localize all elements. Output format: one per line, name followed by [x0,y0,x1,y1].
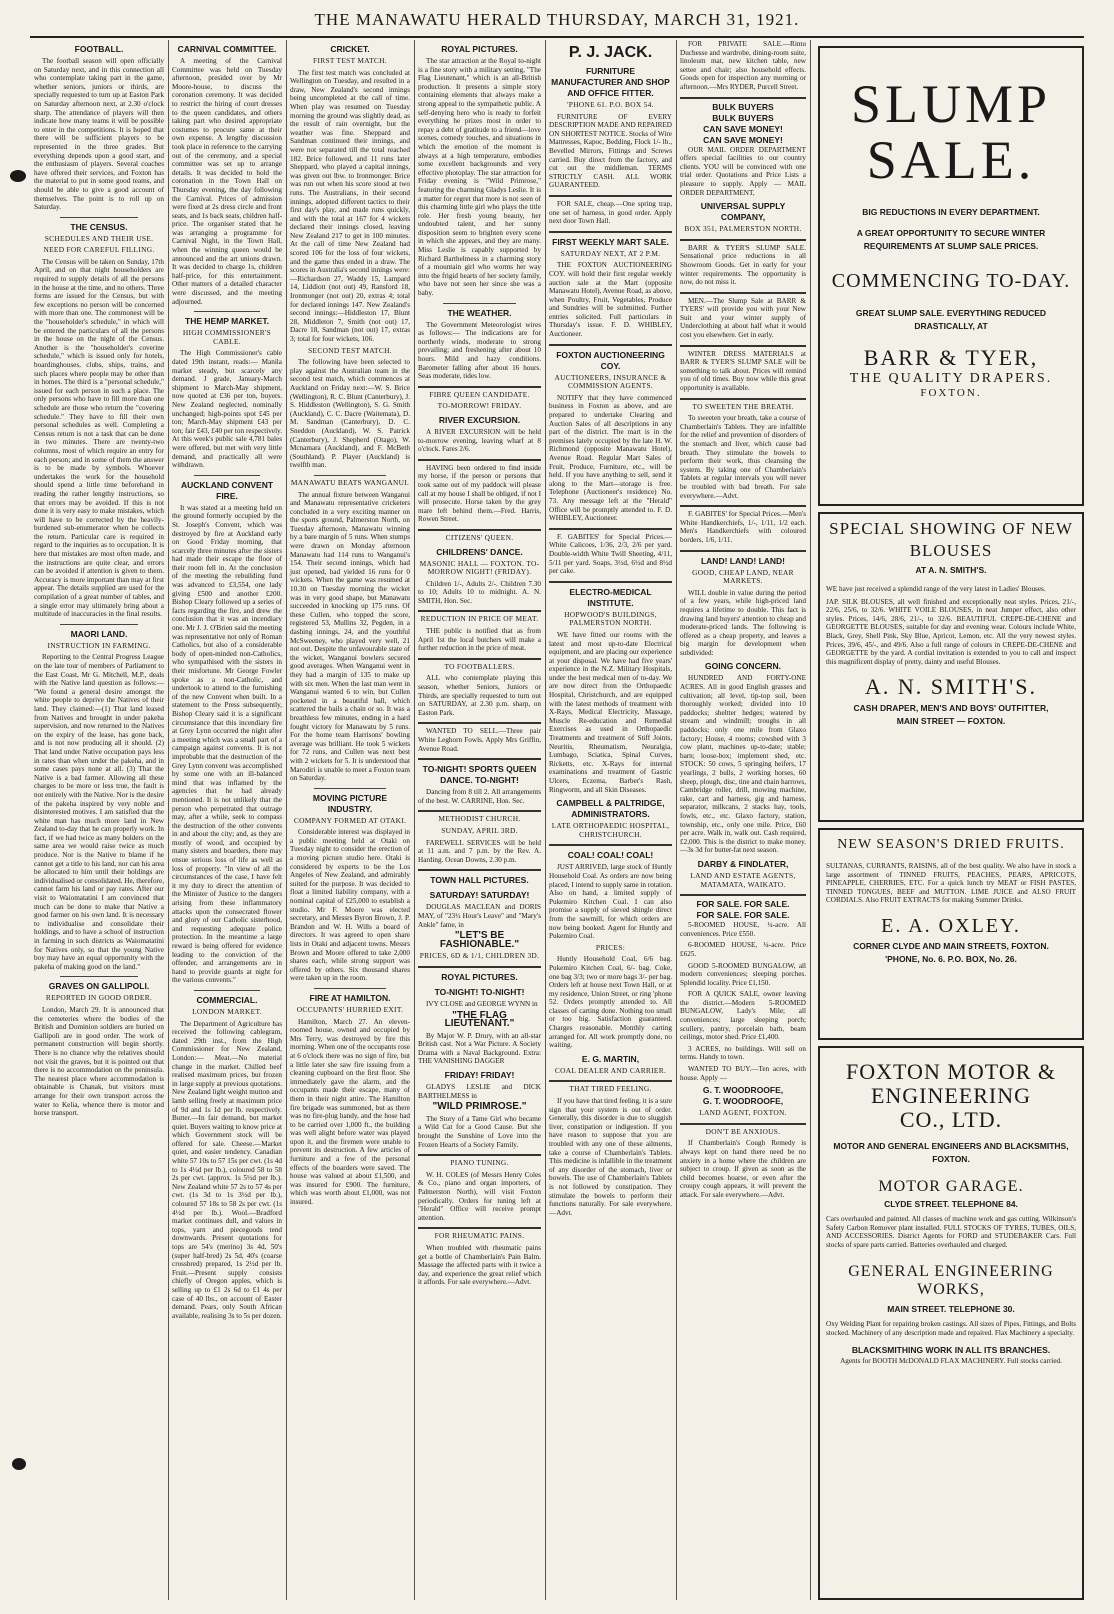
martin-sub: COAL DEALER AND CARRIER. [554,1065,667,1075]
pj-jack-ad: FURNITURE OF EVERY DESCRIPTION MADE AND REPAIRED ON SHORTEST NOTICE. Stocks of Wire Mattresses, Kapoc, Bedding, Flock 1/- lb., Bevelled Mirrors, Fittings and Screws carried. Buy direct from the factory, and cut out the middleman. TERMS STRICTLY CASH. ALL WORK GUARANTEED. [549,112,672,190]
column-2 [168,40,286,1600]
for-sale-line-1: FOR SALE. FOR SALE. [696,899,790,910]
town-hall-film-title: "LET'S BE FASHIONABLE." [439,930,520,950]
town-hall-heading: TOWN HALL PICTURES. [430,875,529,886]
pj-jack-phone: 'PHONE 61. P.O. BOX 54. [567,100,654,109]
coal-prices: Huntly Household Coal, 6/6 bag. Pukemiro Kitchen Coal, 6/- bag. Coke, one bag 3/3; two or more bags 3/- per bag. Orders left at house next Town Hall, or at my residence, Union Street, or ring 'phone 52. Orders promptly attended to. All classes of carting done. Nothing too small or too big. Satisfaction guaranteed. Charges reasonable. Monthly carting arranged for. All work promptly done, no waiting. [549,955,672,1050]
sweeten-ad: To sweeten your breath, take a course of Chamberlain's Tablets. They are infallible for the relief and prevention of disorders of the stomach and liver, which cause bad breath. They stimulate the bowels to perform their work, thus cleansing the system. By taking one of Chamberlain's Tablets at regular intervals you will never be troubled with bad breath. For sale everywhere.—Advt. [680,414,806,500]
universal-supply-heading: UNIVERSAL SUPPLY COMPANY, [700,201,786,223]
friday-cast: GLADYS LESLIE and DICK BARTHELMESS in [418,1083,541,1100]
commencing-today: COMMENCING TO-DAY. [831,270,1071,292]
blouses-ad [818,512,1084,822]
mart-sale-date: SATURDAY NEXT, AT 2 P.M. [560,248,661,258]
column-1 [30,40,168,1600]
oxley-phone: 'PHONE, No. 6. P.O. BOX, No. 26. [885,953,1017,964]
methodist-heading: METHODIST CHURCH. [438,814,521,824]
tired-ad: If you have that tired feeling, it is a sure sign that your system is out of order. Generally, this disorder is due to sluggish liver, constipation or indigestion. If you have reason to suppose that you are troubled with any one of these ailments, take a course of Chamberlain's Tablets. This medicine is infallible in the treatment of any disorder of the stomach, liver or bowels. The use of Chamberlain's Tablets is not followed by constipation. They stimulate the bowels to perform their functions naturally. For sale everywhere.—Advt. [549,1097,672,1217]
gallipoli-article: London, March 29. It is announced that the cemeteries where the bodies of the British and Dominion soldiers are buried on Gallipoli are in good order. The work of permanent construction will begin shortly. There is no chance why the relatives should not visit the graves, but it is pointed out that there is no accommodation on the peninsula. The nearest place where accommodation is obtainable is Chanak, but visitors must arrange for their own transport across the water to Kelia, whence there is motor and horse transport. [34,1005,164,1118]
save-money-2: CAN SAVE MONEY! [703,134,783,145]
dried-fruits-ad [818,828,1084,1040]
town-hall-prices: PRICES, 6D & 1/1, CHILDREN 3D. [419,951,540,961]
rheumatic-heading: FOR RHEUMATIC PAINS. [434,1231,525,1241]
foxton-motor-ad [818,1046,1084,1600]
methodist-date: SUNDAY, APRIL 3RD. [441,825,518,835]
sale-word: SALE. [866,130,1036,190]
oxley-address: CORNER CLYDE AND MAIN STREETS, FOXTON. [853,940,1049,951]
hemp-article: The High Commissioner's cable dated 19th instant, reads:— Manila market steady, but scarcely any demand. J grade, January-March shipment to March-May shipment, now quoted at £36 per ton, buyers. New Zealand neglected, nominally unchanged; high-points spot £45 per ton; March-May shipment £43 per ton; fair £43, £40 per ton respectively. At this week's public sale 4,781 bales were offered, but met with very little demand, and practically all were withdrawn. [172,349,282,470]
excursion-ad: A RIVER EXCURSION will be held to-morrow evening, leaving wharf at 8 o'clock. Fares 2/6. [418,427,541,454]
piano-ad: W. H. COLES (of Messrs Henry Coles & Co., piano and organ importers, of Palmerston North), will visit Foxton periodically. Orders for tuning left at "Herald" Office will receive prompt attention. [418,1170,541,1222]
carnival-article: A meeting of the Carnival Committee was held on Tuesday afternoon, presided over by Mr Moore-house, to discuss the coronation ceremony. It was decided to restrict the hiring of court dresses to the queen candidates, and others taking part who desired appropriate costumes to procure same at their own expense. A lengthy discussion took place in reference to the carrying out of the ceremony, and a special committee was set up to arrange details. It was decided to hold the coronation in the Town Hall on Thursday evening, the day following the Carnival. Prices of admission were fixed at 2s dress circle and front seats, and 1s back seats, children half-price. The organiser stated that he was arranging a programme for Carnival Night, in the Town Hall, when the winning queen would be announced and the art unions drawn. It was decided to charge 1s, children half-price, for this entertainment. Other matters of a detailed character were discussed, and the meeting adjourned. [172,57,282,306]
universal-supply-sub: BOX 351, PALMERSTON NORTH. [684,224,802,234]
foxton-auctioneering-sub: AUCTIONEERS, INSURANCE & COMMISSION AGENTS. [554,372,667,391]
foxton-motor-3: CO., LTD. [899,1107,1003,1132]
census-subheading: SCHEDULES AND THEIR USE. [44,233,154,243]
private-sale-ad: FOR PRIVATE SALE.—Rimu Duchesse and wardrobe, dining-room suite, linoleum mat, new kitchen table, new settee and chair; also household effects. Goods open for inspection any morning or afternoon.—Mrs RYDER, Purcell Street. [680,40,806,91]
electro-medical-sub: HOPWOOD'S BUILDINGS, PALMERSTON NORTH. [564,609,657,628]
piano-heading: PIANO TUNING. [450,1158,509,1168]
special-showing: SPECIAL SHOWING OF NEW BLOUSES [829,519,1073,560]
commercial-article: The Department of Agriculture has received the following cablegram, dated 29th inst., from the High Commissioner for New Zealand, London:— Meat.—No material change in the market. Chilled beef realised maximum prices, but frozen in large supply at previous quotations. New Zealand light weight mutton and lamb selling freely at maximum price of 9d and 1s 1d per lb. respectively. Butter.—In fair demand, but market quiet. Buyers waiting to know price at which Government stock will be offered for sale. Cheese.—Market quiet, and easier tendency. Canadian white 57 10s to 57 15s per cwt. (1s 4d to 1s 4½d per lb.), coloured 58 to 58 2s per cwt. (approx. 1s 5½d per lb.). New Zealand white 57 2s to 57 4s per cwt. (1s 3d to 1s 3½d per lb.), coloured 57 18s to 58 2s per cwt. (1s 4½d per lb.). Wool.—Bradford market continues dull, and values in tops, yarn and piecegoods tend downwards. Present quotations for tops are 54's (merino) 3s 4d, 50's (super half-bred) 2s 5d, 40's (coarse crossbred) prepared, 1s 2½d per lb. Fruit.—Present supply consists chiefly of Oregon apples, which is selling up to £1 2s 6d to £1 4s per case of 40 lbs., on account of Easter demand. Pears, only South African available, realising 3s to 5s per dozen. [172,1019,282,1320]
blouse-intro: WE have just received a splendid range of the very latest in Ladies' Blouses. [826,585,1046,593]
manawatu-article: The annual fixture between Wanganui and Manawatu representative cricketers concluded in a very exciting manner on the sports ground, Palmerston North, on Tuesday afternoon, Manawatu winning by a bare margin of 5 runs. When stumps were drawn on Monday afternoon Manawatu had 114 runs to Wanganui's 154. Their second innings, which had just opened, had yielded 16 runs for 0 wickets. When the game was resumed at 10.30 on Tuesday morning the wicket was in very good shape, but Manawatu succeeded in knocking up 175 runs. Of these Cullen, who topped the score, registered 53, Mullins 32, Pegden, in a dashing innings, 24, and the youthful McSweeney, who played very well, 21 not out. Despite the unfavourable state of the wicket, Wanganui bowlers secured good averages. When Wanganui went in they had a margin of 135 to make up with six men. When the last man went in Wanganui wanted 6 to win, but Cullen pocketed in a beautiful ball, which scattered the bails a chain or so. It was a breathless few minutes, ending in a hard fought victory for Manawatu by 5 runs. For the home team Harrisons' bowling average was brilliant. He took 5 wickets for 72 runs, and Cullen was next best with 2 wickets for 5. It is understood that Marodiri is unable to meet a Foxton team on Saturday. [290,490,410,783]
football-heading: FOOTBALL. [74,44,124,54]
works: WORKS, [917,1281,985,1299]
fibre-queen-line: TO-MORROW! FRIDAY. [437,401,522,411]
great-slump-sale: GREAT SLUMP SALE. EVERYTHING REDUCED DRASTICALLY, AT [855,308,1047,331]
meat-price-notice: THE public is notified that as from April 1st the local butchers will make a further reduction in the price of meat. [418,627,541,653]
citizens-queen-heading: CITIZENS' QUEEN. [445,532,514,542]
weather-heading: THE WEATHER. [447,307,512,318]
coal-ad: JUST ARRIVED, large stock of Huntly Household Coal. As orders are now being placed, I intend to supply same in rotation. Also on hand, a limited supply of Pukemiro Kitchen Coal. I can also promise a supply of sieved shingle direct from the sawmill, for which orders are now being booked. Agent for Huntly and Pukemiro Coal. [549,863,672,941]
winter-dress-ad: WINTER DRESS MATERIALS at BARR & TYER'S SLUMP SALE will be something to talk about. Prices will remind you of old times. Buy now while this great opportunity is available. [680,349,806,393]
town-hall-ad: DOUGLAS MACLEAN and DORIS MAY, of "23½ Hour's Leave" and "Mary's Ankle" fame, in [418,903,541,929]
campbell-paltridge: CAMPBELL & PALTRIDGE, ADMINISTRATORS. [556,798,665,820]
coal-heading: COAL! COAL! COAL! [567,850,654,861]
sports-queen-heading: TO-NIGHT! SPORTS QUEEN DANCE. TO-NIGHT! [422,764,537,786]
cricket-heading: CRICKET. [330,44,370,54]
commercial-heading: COMMERCIAL. [196,994,258,1005]
footballers-heading: TO FOOTBALLERS. [444,661,515,671]
royal-pictures-ad-heading: ROYAL PICTURES. [441,971,518,982]
general-engineering: GENERAL ENGINEERING [848,1263,1054,1281]
friday-film-details: The Story of a Tame Girl who became a Wild Cat for a Good Cause. But she brought the Sunshine of Love into the Frozen Hearts of a Society Family. [418,1114,541,1149]
woodroofe-2: G. T. WOODROOFE, [702,1096,784,1107]
darby-findlater-sub: LAND AND ESTATE AGENTS, MATAMATA, WAIKATO. [690,870,796,889]
men-slump-ad: MEN.—The Slump Sale at BARR & TYERS' will provide you with your New Suit and your winter supply of Underclothing at about half what it would cost you elsewhere. Get in early. [680,296,806,340]
hemp-subheading: HIGH COMMISSIONER'S CABLE. [182,328,272,346]
ink-blot [10,170,26,182]
barr-slump-ad: BARR & TYER'S SLUMP SALE. Sensational price reductions in all Showroom Goods. Get in early for your winter requirements. The opportunity is now, do not miss it. [680,243,806,287]
horse-notice: HAVING been ordered to find inside my horse, if the person or persons that took same out of my paddock will please call at my house I shall be obliged, if not I will prosecute. Horse taken by the grey mare left behind them.—Fred. Harris, Rowen Street. [418,463,541,524]
moving-picture-article: Considerable interest was displayed in a public meeting held at Otaki on Tuesday night to consider the erection of a moving picture studio here. Otaki is considered by experts to be the Los Angeles of New Zealand, and admirably suited for the purpose. It was decided to float a limited liability company, with a nominal capital of £25,000 to establish a studio. Mr F. Moore was elected secretary, and Messrs Byron Brown, J. P. Brandon and W. H. Wills a board of directors. It was agreed to open share lists in Otaki and adjacent towns. Messrs Brown and Moore offered to take 2,000 shares each, while strong support was offered by others. Six thousand shares were taken up in the room. [290,828,410,983]
footballers-notice: ALL who contemplate playing this season, whether Seniors, Juniors or Thirds, are specially requested to turn out on SATURDAY, at 2.30 p.m. sharp, on Easton Park. [418,674,541,717]
fire-subheading: OCCUPANTS' HURRIED EXIT. [296,1004,404,1014]
sweeten-heading: TO SWEETEN THE BREATH. [692,401,794,411]
house-listing-1: 5-ROOMED HOUSE, ¼-acre. All conveniences. Price £550. [680,921,806,938]
clyde-street: CLYDE STREET. TELEPHONE 84. [884,1199,1018,1209]
friday-line: FRIDAY! FRIDAY! [444,1070,515,1081]
works-services: Oxy Welding Plant for repairing broken castings. All sizes of Pipes, Fittings, and Bolts stocked. Machinery of any description made and repaired. Flax Machinery a specialty. [826,1320,1076,1337]
convent-heading: AUCKLAND CONVENT FIRE. [180,479,274,501]
royal-film-title: "THE FLAG LIEUTENANT." [444,1009,515,1030]
census-heading: THE CENSUS. [70,221,128,232]
weather-article: The Government Meteorologist wires as follows:— The indications are for northerly winds, moderate to strong prevailing; and freshening after about 10 hours. Mild and hazy conditions. Barometer falling after about 16 hours. Seas moderate, tides low. [418,320,541,381]
maori-land-article: Reporting to the Central Progress League on the late tour of members of Parliament to the East Coast, Mr G. Mitchell, M.P., deals with the Native land question as follows:— "We found a general desire amongst the white people to deprive the Natives of their land. They claimed:—(1) That land leased from Natives and brought in under pakeha supervision, and now returned to the Natives on the expiry of the lease, has gone back, and is not now producing all it should. (2) That land under Native occupation pays less in rates than when under the pakeha, and in some cases pays none at all. (3) That the Native is a bad farmer. Allowing all these charges to be more or less true, the fault is not entirely with the Native. Nor is the desire of the pakeha inspired by very noble and disinterested motives. I am satisfied that the white man has much more land in New Zealand to-day that he can properly work. In fact, if we had twice as many holders on the same area we would raise twice as much produce. Nor is the Native to blame if he cannot get a title to his land, nor can his area be allocated to him until their holdings are individualised or consolidated. He, therefore, cannot farm his land or pay rates. After our visit to Waiomatatini I am convinced that much can be done to make that Native a good farmer on his own land. It is necessary to individualise and consolidate their holdings, and to have a school of instruction in farming in such districts as Waiomatatini for Natives only, so that the young Native boy may have an equal opportunity with the pakeha of making good on the land." [34,653,164,971]
house-listing-3: GOOD 5-ROOMED BUNGALOW, all modern conveniences; sleeping porches. Splendid locality. Price £1,150. [680,961,806,987]
trap-for-sale: FOR SALE, cheap.—One spring trap, one set of harness, in good order. Apply next door Town Hall. [549,199,672,226]
woodroofe-sub: LAND AGENT, FOXTON. [699,1108,787,1118]
masthead [30,10,1084,38]
foxton-auctioneering-heading: FOXTON AUCTIONEERING COY. [556,349,665,371]
column-rule [810,40,811,1600]
blacksmithing: BLACKSMITHING WORK IN ALL ITS BRANCHES. [851,1344,1051,1355]
anxious-heading: DON'T BE ANXIOUS. [705,1126,781,1136]
census-subheading-2: NEED FOR CAREFUL FILLING. [43,245,155,255]
excursion-heading: RIVER EXCURSION. [438,414,521,425]
main-street-foxton: MAIN STREET — FOXTON. [896,716,1006,727]
column-5 [545,40,676,1600]
fibre-queen-heading: FIBRE QUEEN CANDIDATE. [429,389,530,399]
campbell-paltridge-sub: LATE ORTHOPAEDIC HOSPITAL, CHRISTCHURCH. [551,821,670,839]
fowls-for-sale: WANTED TO SELL.—Three pair White Leghorn Fowls. Apply Mrs Griffin, Avenue Road. [418,727,541,753]
childrens-dance-heading: CHILDRENS' DANCE. [436,546,523,557]
gallipoli-heading: GRAVES ON GALLIPOLI. [48,981,150,992]
martin-heading: E. G. MARTIN, [581,1053,640,1064]
cricket-article: The first test match was concluded at Wellington on Tuesday, and resulted in a draw, New Zealand's second innings being uncompleted at the call of time. When play was resumed on Tuesday morning the ground was slightly dead, as the result of rain overnight, but the weather was fine. Sheppard and Sandman continued their innings, and were not separated till the total reached 182. Brice followed, and 11 runs later Sheppard, who played a capital innings, was given out lbw. to Ironmonger. Brice was run out when his score stood at two runs. The Australians, in their second innings, adopted different tactics to their first day's play, and made runs quickly, and with the total at 167 for 4 wickets declared their innings closed, leaving New Zealand 217 to get in 100 minutes. At the call of time New Zealand had scored 106 for the loss of four wickets, and the game thus ended in a draw. The scores in Australia's second innings were:—Richardson 27, Waddy 15, Lampard 14, Liddiott (not out) 49, Ransford 18, Ironmonger (not out) 20, extras 4; total for declared innings 147. New Zealand's second innings:—Hiddleston 17, Blunt 28, Middleton 7, Smith (not out) 17, Dacre 18, Sandman (not out) 17, extras 3; total for four wickets, 106. [290,68,410,343]
land-ad: WILL double in value during the period of a few years, while high-priced land requires a lifetime to double. This fact is drawing land buyers' attention to cheap and moderate-priced lands. The following is offered as a cheap property, and leaves a big margin for development when subdivided: [680,588,806,657]
rheumatic-ad: When troubled with rheumatic pains get a bottle of Chamberlain's Pain Balm. Massage the affected parts with it twice a day, and experience the great relief which it affords. For sale everywhere.—Advt. [418,1243,541,1287]
dried-fruits-heading: NEW SEASON'S DRIED FRUITS. [837,837,1065,852]
fire-article: Hamilton, March 27. An eleven-roomed house, owned and occupied by Mrs Terry, was destroyed by fire this morning. When one of the occupants rose at 6 o'clock there was no sign of fire, but a little later she saw fire issuing from a cleaning cupboard on the first floor. She immediately gave the alarm, and the occupants made their escape, many of them in their night attire. The Hamilton fire brigade was summoned, but as there was no fire-plug handy, and the hose had to be carried over 1,000 ft., the building was well alight before water was played upon it, and the firemen were unable to prevent its destruction. A few articles of furniture and a few of the personal effects of the boarders were saved. The house was valued at about £1,500, and was insured for £900. The furniture, which was worth about £1,000, was not insured. [290,1017,410,1207]
hemp-heading: THE HEMP MARKET. [185,316,269,327]
garage-services: Cars overhauled and painted. All classes of machine work and gas cutting. Wilkinson's Safety Carbon Remover plant installed. FULL STOCKS OF TYRES, TUBES, OILS, AND ACCESSORIES. District Agents for FORD and STUDEBAKER Cars. Full stocks of spare parts carried. Batteries overhauled and charged. [826,1215,1076,1249]
mart-sale-heading: FIRST WEEKLY MART SALE. [552,236,669,247]
tired-heading: THAT TIRED FEELING. [569,1084,652,1094]
ink-blot [12,1458,26,1470]
at-smiths: AT A. N. SMITH'S. [915,565,987,575]
census-article: The Census will be taken on Sunday, 17th April, and on that night householders are required to supply details of all the persons in the house at the time, and no others. Three forms are issued for the Census, but with few exceptions no person will be concerned with more than one. The commonest will be the "householder's schedule," in which will be entered the particulars of all the persons in the house on the night of the Census. Another is the "householder's coverine schedule," which is issued only for hotels, boardinghouses, clubs, ships, trains, and such places where people may be other than in homes. The third is a "personal schedule," issued for each person in such a place. The only persons who have to fill more than one schedule are those who return the "covering schedule." They have to fill their own personal schedules as well. Completing a Census return is not a task that can be done in two minutes. There are twenty-two columns, most of which require an entry for each person; and in some of them the answer is to be made by symbols. Whoever undertakes the work for the household should spend a little time beforehand in reading the rather lengthy instructions, so that errors may be avoided. If this is not done it is very easy to make mistakes, which will have to be corrected by the heavily-burdened sub-enumerator when he collects the return. Particular care is required in regard to the inquiries as to occupation. It is here that mistakes are most often made, and the instructions are quite clear, and errors can be avoided if attention is given to them. Accuracy is more important than may at first appear. The details supplied are used for the compilation of a great number of tables, and a single error may ultimately bring about a multitude of inaccuracies in the final results. [34,257,164,619]
great-opportunity: A GREAT OPPORTUNITY TO SECURE WINTER REQUIREMENTS AT SLUMP SALE PRICES. [856,228,1046,251]
royal-cast: IVY CLOSE and GEORGE WYNN in [426,999,538,1008]
barr-tyer: BARR & TYER, [863,345,1039,370]
anxious-ad: If Chamberlain's Cough Remedy is always kept on hand there need be no anxiety in a home where the children are subject to croup. If given as soon as the child becomes hoarse, or even after the croupy cough appears, it will prevent the attack. For sale everywhere.—Advt. [680,1139,806,1199]
gallipoli-subheading: REPORTED IN GOOD ORDER. [45,993,153,1003]
farewell-services: FAREWELL SERVICES will be held at 11 a.m. and 7 p.m. by the Rev. A. Harding. Ocean Downs, 2.30 p.m. [418,838,541,864]
royal-tonight: TO-NIGHT! TO-NIGHT! [434,986,525,997]
sports-queen-ad: Dancing from 8 till 2. All arrangements of the best. W. CARRINE, Hon. Sec. [418,788,541,805]
cricket-subheading-2: SECOND TEST MATCH. [308,345,392,355]
for-sale-line-2: FOR SALE. FOR SALE. [696,910,790,921]
land-subheading: GOOD, CHEAP LAND, NEAR MARKETS. [692,567,794,586]
pj-jack-heading: P. J. JACK. [568,44,653,61]
cricket-subheading: FIRST TEST MATCH. [313,56,387,65]
masonic-hall-line: MASONIC HALL — FOXTON. TO-MORROW NIGHT! (FRIDAY). [419,558,540,577]
house-listing-4: FOR A QUICK SALE, owner leaving the district.—Modern 5-ROOMED BUNGALOW, Lady's Mile; all conveniences; large sleeping porch; scullery, pantry, porcelain bath, beam ceilings, motor shed. Price £1,400. [680,990,806,1042]
blouse-listing: JAP. SILK BLOUSES, all well finished and exceptionally neat styles. Prices, 21/-, 22/6, 25/6, to 32/6. WHITE VOILE BLOUSES, in neat Jumper effect, also other styles. Prices, 14/6, 28/6, 21/-, to 32/6. BEAUTIFUL CREPE-DE-CHENE and GEORGETTE BLOUSES, suitable for day and evening wear. Colours include White, Black, Grey, Shell Pink, Sky Blue, Apricot, Lemon, etc. All the very newest styles. Prices, 39/6, 45/-, and 49/6. Also a full range of colours in CREPE-DE-CHENE and GEORGETTE by the yard. A cordial invitation is extended to you to call and inspect this magnificent display of pretty, dainty and useful Blouses. [826,597,1076,666]
slump-sale-ad [818,46,1084,506]
foxton-town: FOXTON. [920,387,982,399]
football-article: The football season will open officially on Saturday next, and in this connection all who contemplate taking part in the game, whether seniors, juniors or thirds, are specially requested to turn up at Easton Park on Saturday afternoon next, at 2.30 o'clock sharp. The attendance of players will then indicate how many teams it will be possible to enter in the competitions. It is hoped that there will be sufficient players to be represented in the three grades. But everything depends upon a good start, and the enthusiasm of players. Several coaches have offered their services, and Foxton has the material to put in some good teams, and should be able to give a good account of themselves. The point is to roll up on Saturday. [34,57,164,212]
main-street-phone: MAIN STREET. TELEPHONE 30. [887,1304,1015,1315]
column-4 [414,40,545,1600]
manawatu-heading: MANAWATU BEATS WANGANUI. [290,477,410,487]
moving-picture-subheading: COMPANY FORMED AT OTAKI. [293,815,407,825]
bulk-buyers-1: BULK BUYERS [712,101,774,112]
motor-garage: MOTOR GARAGE. [878,1178,1024,1195]
booth-agents: Agents for BOOTH McDONALD FLAX MACHINERY. Full stocks carried. [840,1356,1062,1365]
column-6 [676,40,810,1600]
column-3 [286,40,414,1600]
woodroofe-1: G. T. WOODROOFE, [702,1085,784,1096]
cricket-article-2: The following have been selected to play against the Australian team in the second test match, which commences at Auckland on Friday next:—W. S. Brice (Wellington), R. C. Blunt (Canterbury), J. S. Hiddleston (Wellington), S. G. Smith (Auckland), C. C. Dacre (Waitemata), D. M. Sandman (Canterbury), D. C. Sneddon (Auckland), W. S. Patrick (Canterbury), J. Shepherd (Otago), W. Mcnamara (Auckland), and F. McBeth (Southland). P. Player (Auckland) is twelfth man. [290,358,410,470]
foxton-motor-1: FOXTON MOTOR & [846,1059,1056,1084]
convent-article: It was stated at a meeting held on the ground formerly occupied by the St. Joseph's Convent, which was destroyed by fire at Auckland early on Good Friday morning, that scarcely three minutes after the sisters had made their escape the floor of their room fell in. At the conclusion of the meeting the rebuilding fund was advanced to £3,554, one lady giving £500 and another £200. Bishop Cleary followed up a series of facts regarding the fire, and drew the conclusion that it was an incendiary one. Mr J. J. O'Brien said the meeting was representative not only of Roman Catholics, but also of a considerable body of open-minded non-Catholics, who sympathised with the sisters in their misfortune. Mr George Fowler spoke as a non-Catholic, and undertook to attend to the furnishing of the new Convent when built. In a statement to the Press subsequently, Bishop Cleary said it is a significant circumstance that this incendiary fire at Grey Lynn occurred the night after a meeting which was a small part of a campaign against convents. It is not improbable that the destruction of the Grey Lynn convent was accomplished by some one with an ill-balanced mind that was inflamed by the agencies that he had already mentioned. It is not unlikely that the person who perpetrated that outrage may, after a while, seek to compass the destruction of the other convents in and about the city; and, as they are mostly of wood, and occupied by many sisters and boarders, there may ensue serious loss of life as well as loss of property. "In view of all the circumstances of the case, I have felt it my duty to direct the attention of the Minister of Justice to the dangers arising from these inflammatory attacks upon the consecrated flower and glory of our Catholic sisterhood, and requesting adequate police protection. In the meantime a large reward is being offered for evidence leading to the conviction of the offender, and arrangements are in hand to provide guards at night for the various convents." [172,503,282,985]
dried-fruits-text: SULTANAS, CURRANTS, RAISINS, all of the best quality. We also have in stock a large assortment of TINNED FRUITS, PEACHES, PEARS, APRICOTS, PINEAPPLE, CHERRIES, ETC. For a quick lunch try MEAT or FISH PASTES, TINNED TONGUES, BEEF and MUTTON. LIME JUICE and ALSO FRUIT CORDIALS. Also FRUIT EXTRACTS for making Summer Drinks. [826,862,1076,905]
maori-land-subheading: INSTRUCTION IN FARMING. [47,640,151,650]
acres-listing: 3 ACRES, no buildings. Will sell on terms. Handy to town. [680,1044,806,1062]
foxton-motor-2: ENGINEERING [870,1083,1032,1108]
masthead-title: THE MANAWATU HERALD THURSDAY, MARCH 31, 1921. [314,10,800,29]
an-smiths: A. N. SMITH'S. [865,674,1037,700]
moving-picture-heading: MOVING PICTURE INDUSTRY. [312,792,388,814]
gabites-handkerchiefs-ad: F. GABITES' for Special Prices.—Men's White Handkerchiefs, 1/-, 1/11, 1/2 each. Men's Handkerchiefs with coloured borders, 1/6, 1/11. [680,510,806,544]
foxton-auctioneering-ad: NOTIFY that they have commenced business in Foxton as above, and are prepared to undertake Clearing and Auction Sales of all descriptions in any part of the district. The mart is in the premises lately occupied by the late H. W. Richmond (opposite Manawatu Hotel), Avenue Road. Regular Mart Sales of Fruit, Produce, Furniture, etc., will be held. If you have anything to sell, send it along to the Mart—storage is free. Telephone (Auctioneer's residence) No. 73. Any message left at the "Herald" Office will be promptly attended to. F. D. WHIBLEY, Auctioneer. [549,393,672,523]
darby-findlater: DARBY & FINDLATER, [697,858,789,869]
commercial-subheading: LONDON MARKET. [192,1006,262,1016]
royal-heading: ROYAL PICTURES. [441,44,518,54]
slump-word: SLUMP [850,74,1052,134]
town-hall-saturday: SATURDAY! SATURDAY! [429,890,530,901]
royal-film-details: By Major W. P. Drury, with an all-star British cast. Not a War Picture. A Society Drama with a Naval Background. Extra: THE VANISHING DAGGER [418,1031,541,1066]
big-reductions: BIG REDUCTIONS IN EVERY DEPARTMENT. [862,207,1040,217]
mart-sale-ad: THE FOXTON AUCTIONEERING COY. will hold their first regular weekly auction sale at the Mart (opposite Manawatu Hotel), Avenue Road, as above, when Poultry, Fruit, Vegetables, Produce and Sundries will be submitted. Further entries solicited. Full particulars in Thursday's issue. F. D. WHIBLEY, Auctioneer. [549,261,672,339]
save-money-1: CAN SAVE MONEY! [703,123,783,134]
electro-medical-ad: WE have fitted our rooms with the latest and most up-to-date Electrical equipment, and are placing our experience at your disposal. We have had five years' experience in the N.Z. Military Hospitals, under the best medical men of to-day. We are now direct from the Orthopaedic Hospital, Christchurch, and are equipped with the latest methods of treatment with X-Rays, Medical Electricity, Massage, Muscle Re-education and Remedial Exercises as used in Orthopaedic Treatments and treatment of Stiff Joints, Neuritis, Rheumatism, Neuralgia, Lumbago, Sciatica, Spinal Curves, Ricketts, etc. X-Rays for internal examinations and treatment of Gastric Ulcers, Eczema, Barber's Rash, Ringworm, and all Skin Diseases. [549,630,672,794]
carnival-heading: CARNIVAL COMMITTEE. [177,44,277,54]
coal-prices-heading: PRICES: [595,942,626,952]
fire-heading: FIRE AT HAMILTON. [309,992,391,1003]
motor-engineers: MOTOR AND GENERAL ENGINEERS AND BLACKSMITHS, FOXTON. [833,1141,1069,1164]
childrens-dance-ad: Children 1/-, Adults 2/-. Children 7.30 to 10; Adults 10 to midnight. A. N. SMITH, Hon. Sec. [418,579,541,605]
electro-medical-heading: ELECTRO-MEDICAL INSTITUTE. [569,586,652,608]
wanted-to-buy: WANTED TO BUY.—Ten acres, with house. Apply — [680,1065,806,1082]
going-concern-ad: HUNDRED AND FORTY-ONE ACRES. All in good English grasses and cultivation; all level, tip-top soil, been thoroughly worked; divided into 10 paddocks; sheltter hedges; watered by stream and windmill; troughs in all paddocks; only one mile from Glaxo factory; House, 4 rooms; cowshed with 3 cow plant, machines up-to-date; stable; barn; loose-box; implement shed, etc. STOCK: 50 cows, 5 springing heifers, 17 yearlings, 2 bulls, 2 working horses, 60 sheep, plough, disc, tine and chain harrows, Cambridge roller, drill, mowing machine, rake, cart and harness, gig and harness, separator, milkcans, 2 stacks hay, tools, fowls, etc., etc. Glaxo factory, station, township, etc., only one mile. Price, £60 per acre. Walk in, walk out. Cash required, £2,000. This is the district to make money. —3s 3d for butter-fat next season. [680,674,806,855]
gabites-ad: F. GABITES' for Special Prices.—White Calicoes, 1/36, 2/3, 2/6 per yard. Double-width White Twill Sheeting, 4/11, 5/11 per yard. Soaps, 3½d, 6½d and 8½d per cake. [549,532,672,576]
mail-order-ad: OUR MAIL ORDER DEPARTMENT offers special facilities to our country clients. YOU will be convinced with one trial order. Quotations and Price Lists a pleasure to supply. Apply — MAIL ORDER DEPARTMENT, [680,145,806,197]
friday-film-title: "WILD PRIMROSE." [432,1101,527,1113]
pj-jack-subheading: FURNITURE MANUFACTURER AND SHOP AND OFFICE FITTER. [551,66,670,98]
meat-price-heading: REDUCTION IN PRICE OF MEAT. [420,614,539,624]
going-concern-heading: GOING CONCERN. [704,661,782,672]
royal-article: The star attraction at the Royal to-night is a fine story with a military setting, "The Flag Lieutenant," which is an all-British production. It presents a simple story containing elements that always make a strong appeal to the sympathetic public. A self-denying hero who is ready to forfeit everything he prizes most in order to repay a debt of gratitude to a friend—love scenes, comedy touches, and situations in which the emotion of the moment is always at a high temperature, embodies some excellent backgrounds and very effective photoplay. The star attraction for Friday evening is "Wild Primrose," featuring the charming Gladys Leslie. It is a matter for regret that more is not seen of this charming little girl who plays the title role. Her fresh young beauty, her undoubted talent, and her sunny disposition seem to brighten every scene in which she appears, and they are many. Miss Leslie is capably supported by Richard Barthelmess in a charming story of a mountain girl who worms her way into the frigid hearts of her society family, who have not seen her since she was a baby. [418,57,541,298]
land-heading: LAND! LAND! LAND! [700,555,786,566]
house-listing-2: 6-ROOMED HOUSE, ¼-acre. Price £625. [680,941,806,958]
ea-oxley: E. A. OXLEY. [881,914,1021,937]
maori-land-heading: MAORI LAND. [70,628,128,639]
cash-draper: CASH DRAPER, MEN'S AND BOYS' OUTFITTER, [853,703,1049,714]
quality-drapers: THE QUALITY DRAPERS. [849,371,1053,386]
bulk-buyers-2: BULK BUYERS [712,112,774,123]
